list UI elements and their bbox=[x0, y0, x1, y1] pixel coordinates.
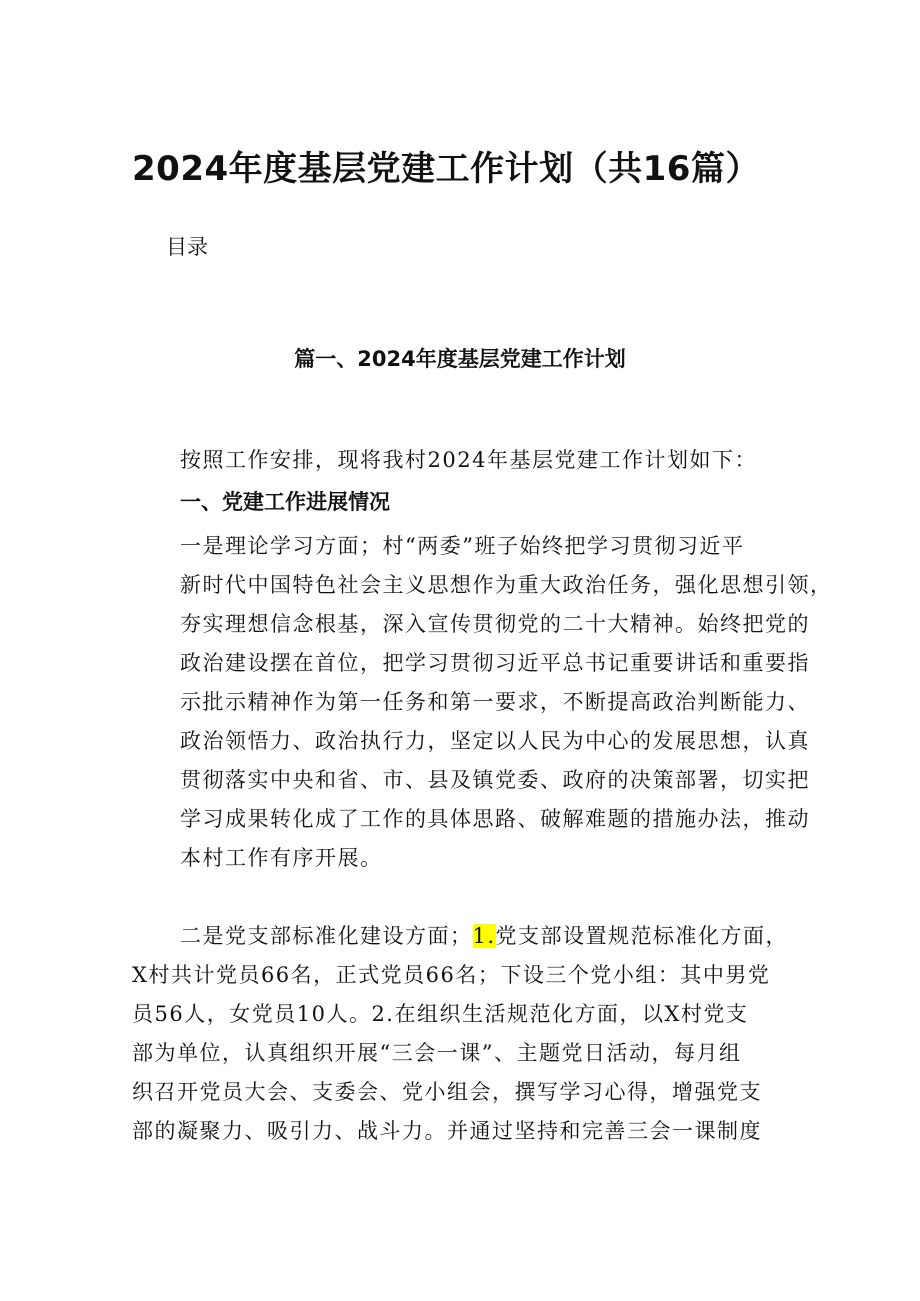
document-title: 2024年度基层党建工作计划（共16篇） bbox=[132, 149, 760, 189]
toc-label: 目录 bbox=[166, 235, 208, 259]
section-heading: 一、党建工作进展情况 bbox=[180, 490, 390, 514]
intro-paragraph: 按照工作安排，现将我村2024年基层党建工作计划如下： bbox=[180, 448, 757, 472]
paragraph-line: 政治建设摆在首位，把学习贯彻习近平总书记重要讲话和重要指 bbox=[180, 651, 810, 675]
paragraph-line: 政治领悟力、政治执行力，坚定以人民为中心的发展思想，认真 bbox=[180, 729, 810, 753]
paragraph-line: 贯彻落实中央和省、市、县及镇党委、政府的决策部署，切实把 bbox=[180, 768, 810, 792]
highlighted-text: 1. bbox=[472, 924, 496, 948]
paragraph-text: 党支部设置规范标准化方面， bbox=[495, 924, 789, 948]
section-title: 篇一、2024年度基层党建工作计划 bbox=[294, 347, 626, 371]
paragraph-line: 织召开党员大会、支委会、党小组会，撰写学习心得，增强党支 bbox=[132, 1080, 762, 1104]
paragraph-line-first bbox=[132, 918, 804, 957]
paragraph-line: 新时代中国特色社会主义思想作为重大政治任务，强化思想引领， bbox=[180, 573, 833, 597]
paragraph-line: 本村工作有序开展。 bbox=[180, 846, 383, 870]
paragraph-branch-standardization bbox=[132, 918, 804, 1152]
paragraph-line: 学习成果转化成了工作的具体思路、破解难题的措施办法，推动 bbox=[180, 807, 810, 831]
paragraph-line: 员56人，女党员10人。2.在组织生活规范化方面，以X村党支 bbox=[132, 1002, 749, 1026]
paragraph-theory-study bbox=[132, 528, 833, 879]
paragraph-line: X村共计党员66名，正式党员66名；下设三个党小组：其中男党 bbox=[132, 963, 771, 987]
paragraph-text: 二是党支部标准化建设方面； bbox=[180, 924, 473, 948]
paragraph-line: 一是理论学习方面；村“两委”班子始终把学习贯彻习近平 bbox=[180, 534, 745, 558]
paragraph-line: 夯实理想信念根基，深入宣传贯彻党的二十大精神。始终把党的 bbox=[180, 612, 810, 636]
paragraph-line: 示批示精神作为第一任务和第一要求，不断提高政治判断能力、 bbox=[180, 690, 810, 714]
paragraph-line: 部的凝聚力、吸引力、战斗力。并通过坚持和完善三会一课制度 bbox=[132, 1119, 762, 1143]
paragraph-line: 部为单位，认真组织开展“三会一课”、主题党日活动，每月组 bbox=[132, 1041, 742, 1065]
